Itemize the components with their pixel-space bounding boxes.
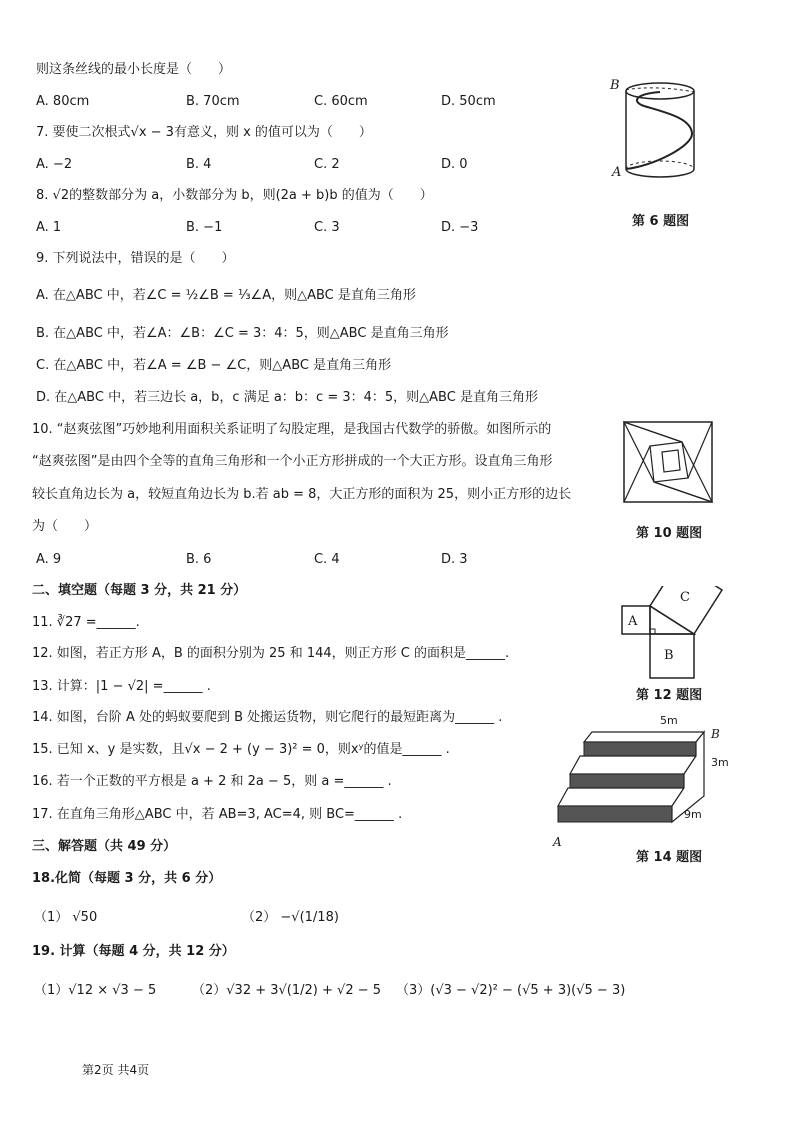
q14: 14. 如图，台阶 A 处的蚂蚁要爬到 B 处搬运货物，则它爬行的最短距离为______ . (32, 710, 503, 725)
section-3-title: 三、解答题（共 49 分） (32, 839, 177, 854)
q6-option-a: A. 80cm (36, 94, 90, 109)
q10-option-a: A. 9 (36, 552, 62, 567)
figure-12-label-b: B (664, 648, 674, 663)
q7-stem: 7. 要使二次根式√x − 3有意义，则 x 的值可以为（ ） (36, 125, 372, 140)
page-footer: 第2页 共4页 (82, 1063, 150, 1077)
q6-option-b: B. 70cm (186, 94, 240, 109)
figure-6-label-a: A (612, 165, 622, 180)
q9-stem: 9. 下列说法中，错误的是（ ） (36, 251, 235, 266)
q18-part-2: （2） −√(1/18) (242, 910, 339, 925)
q6-option-d: D. 50cm (441, 94, 496, 109)
q6-option-c: C. 60cm (314, 94, 368, 109)
q10-line-3: 较长直角边长为 a，较短直角边长为 b.若 ab = 8，大正方形的面积为 25，则小正方形的边长 (32, 487, 572, 502)
figure-14-dim-top: 5m (660, 714, 678, 727)
q10-line-1: 10. “赵爽弦图”巧妙地利用面积关系证明了勾股定理，是我国古代数学的骄傲。如图所示的 (32, 422, 552, 437)
q9-option-c: C. 在△ABC 中，若∠A = ∠B − ∠C，则△ABC 是直角三角形 (36, 358, 392, 373)
q10-line-2: “赵爽弦图”是由四个全等的直角三角形和一个小正方形拼成的一个大正方形。设直角三角形 (32, 454, 553, 469)
figure-14-label-b: B (711, 727, 720, 741)
q18-title: 18.化简（每题 3 分，共 6 分） (32, 871, 222, 886)
figure-12-label-c: C (680, 590, 690, 605)
q9-option-a: A. 在△ABC 中，若∠C = ½∠B = ⅓∠A，则△ABC 是直角三角形 (36, 288, 416, 303)
figure-14-dim-side: 3m (711, 756, 729, 769)
figure-6-caption: 第 6 题图 (632, 214, 690, 229)
q7-option-b: B. 4 (186, 157, 212, 172)
q10-option-c: C. 4 (314, 552, 340, 567)
figure-10-caption: 第 10 题图 (636, 526, 703, 541)
q8-option-d: D. −3 (441, 220, 479, 235)
q8-option-c: C. 3 (314, 220, 340, 235)
q12: 12. 如图，若正方形 A，B 的面积分别为 25 和 144，则正方形 C 的面积是______. (32, 646, 510, 661)
section-2-title: 二、填空题（每题 3 分，共 21 分） (32, 583, 247, 598)
figure-6-label-b: B (610, 78, 620, 93)
figure-14-label-a: A (553, 835, 562, 849)
figure-14-caption: 第 14 题图 (636, 850, 703, 865)
figure-14-dim-depth: 9m (684, 808, 702, 821)
figure-12-label-a: A (628, 614, 638, 629)
q10-option-d: D. 3 (441, 552, 468, 567)
q9-option-d: D. 在△ABC 中，若三边长 a，b，c 满足 a：b：c = 3：4：5，则△ABC 是直角三角形 (36, 390, 538, 405)
q16: 16. 若一个正数的平方根是 a + 2 和 2a − 5，则 a =______ . (32, 774, 392, 789)
figure-12-caption: 第 12 题图 (636, 688, 703, 703)
q10-option-b: B. 6 (186, 552, 212, 567)
q10-line-4: 为（ ） (32, 519, 98, 534)
q19-part-1: （1）√12 × √3 − 5 (34, 983, 157, 998)
q7-option-c: C. 2 (314, 157, 340, 172)
q19-title: 19. 计算（每题 4 分，共 12 分） (32, 944, 235, 959)
figure-10-zhao-shuang-diagram (622, 420, 716, 506)
q8-option-b: B. −1 (186, 220, 223, 235)
q6-stem: 则这条丝线的最小长度是（ ） (36, 62, 232, 77)
q7-option-d: D. 0 (441, 157, 468, 172)
figure-14-staircase (552, 726, 712, 840)
q13: 13. 计算：|1 − √2| =______ . (32, 679, 211, 694)
figure-12-squares (616, 586, 726, 682)
q19-part-3: （3）(√3 − √2)² − (√5 + 3)(√5 − 3) (396, 983, 626, 998)
q17: 17. 在直角三角形△ABC 中，若 AB=3, AC=4, 则 BC=______ . (32, 807, 403, 822)
q8-stem: 8. √2的整数部分为 a，小数部分为 b，则(2a + b)b 的值为（ ） (36, 188, 433, 203)
q15: 15. 已知 x、y 是实数，且√x − 2 + (y − 3)² = 0，则xʸ的值是______ . (32, 742, 450, 757)
q11: 11. ∛27 =______. (32, 615, 140, 630)
q8-option-a: A. 1 (36, 220, 62, 235)
q19-part-2: （2）√32 + 3√(1/2) + √2 − 5 (192, 983, 382, 998)
q7-option-a: A. −2 (36, 157, 73, 172)
q18-part-1: （1） √50 (34, 910, 98, 925)
q9-option-b: B. 在△ABC 中，若∠A：∠B：∠C = 3：4：5，则△ABC 是直角三角形 (36, 326, 449, 341)
